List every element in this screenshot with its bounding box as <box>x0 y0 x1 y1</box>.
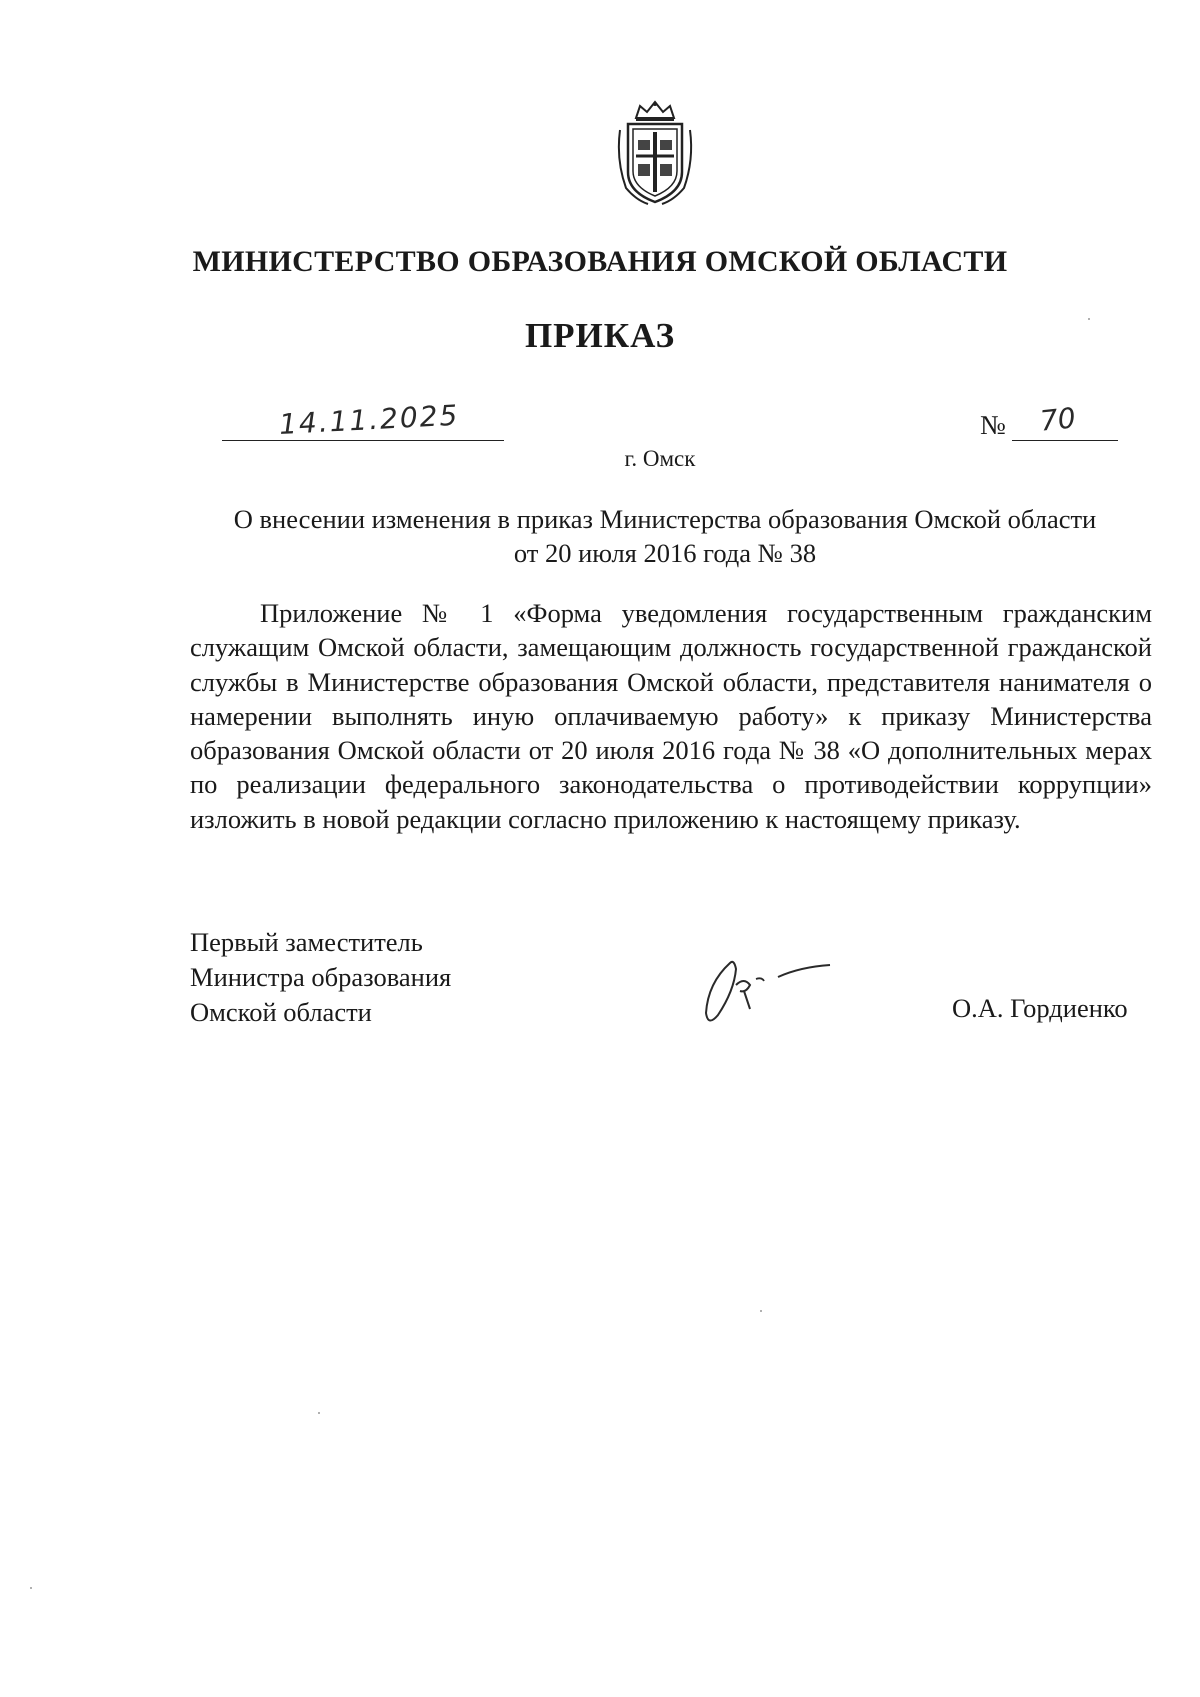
city-label: г. Омск <box>624 446 696 471</box>
ministry-name: МИНИСТЕРСТВО ОБРАЗОВАНИЯ ОМСКОЙ ОБЛАСТИ <box>192 245 1008 278</box>
order-subject <box>190 502 1140 570</box>
coat-of-arms-icon <box>614 100 696 206</box>
order-body-paragraph: Приложение № 1 «Форма уведомления государственным гражданским служащим Омской области, замещающим должность государственной гражданской службы в Министерстве образования Омской области, представителя нанимателя о намерении выполнять иную оплачиваемую работу» к приказу Министерства образования Омской области от 20 июля 2016 года № 38 «О дополнительных мерах по реализации федерального законодательства о противодействии коррупции» изложить в новой редакции согласно приложению к настоящему приказу. <box>190 598 1152 834</box>
date-underline <box>222 440 504 441</box>
signer-position-line-2: Министра образования <box>190 962 452 992</box>
signer-position <box>190 925 451 1030</box>
signer-name: О.А. Гордиенко <box>952 993 1128 1023</box>
signer-position-line-3: Омской области <box>190 997 372 1027</box>
number-underline <box>1012 440 1118 441</box>
document-type-title: ПРИКАЗ <box>524 316 676 355</box>
scan-speck <box>1088 318 1090 320</box>
scan-speck <box>30 1587 32 1589</box>
order-number-handwritten: 70 <box>1038 401 1078 438</box>
order-date-handwritten: 14.11.2025 <box>278 398 461 441</box>
scan-speck <box>760 1310 762 1312</box>
order-number-label: № <box>980 410 1006 440</box>
subject-line-2: от 20 июля 2016 года № 38 <box>513 538 817 568</box>
signer-position-line-1: Первый заместитель <box>190 927 423 957</box>
scan-speck <box>318 1412 320 1414</box>
handwritten-signature <box>700 955 835 1030</box>
subject-line-1: О внесении изменения в приказ Министерства образования Омской области <box>233 504 1097 534</box>
